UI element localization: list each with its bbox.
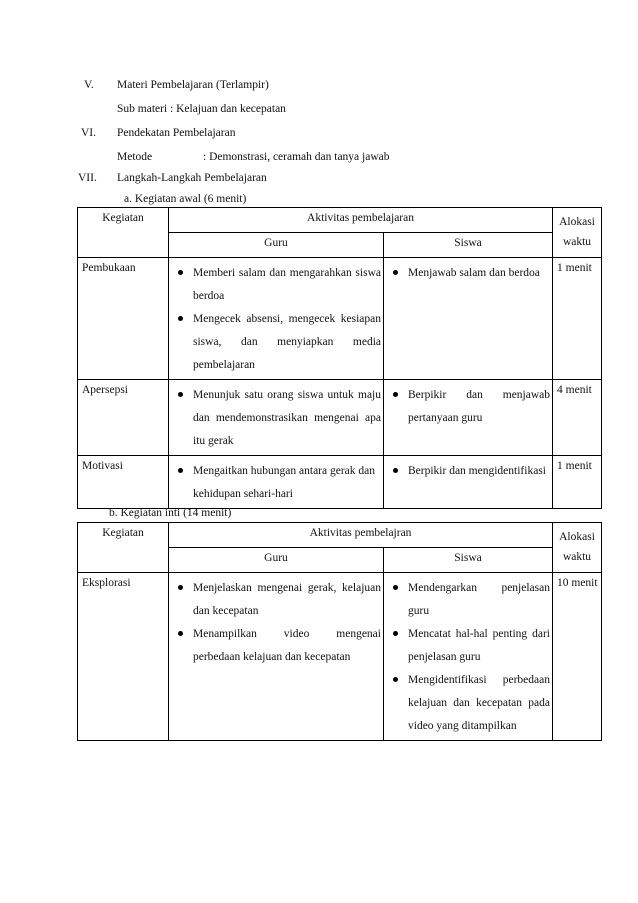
guru-cell: [169, 456, 384, 509]
list-item: Mengecek absensi, mengecek kesiapan siswa, dan menyiapkan media pembelajaran: [169, 308, 381, 377]
list-item: Memberi salam dan mengarahkan siswa berdoa: [169, 262, 381, 308]
siswa-cell: [384, 456, 553, 509]
header-kegiatan: Kegiatan: [78, 208, 169, 258]
method-label: Metode: [117, 151, 153, 163]
list-item: Berpikir dan mengidentifikasi: [384, 460, 550, 483]
kegiatan-cell: Pembukaan: [78, 258, 169, 380]
header-guru: Guru: [169, 233, 384, 258]
table-row: [78, 258, 602, 380]
siswa-cell: [384, 573, 553, 741]
header-siswa: Siswa: [384, 548, 553, 573]
list-item: Menjawab salam dan berdoa: [384, 262, 550, 285]
kegiatan-cell: Apersepsi: [78, 380, 169, 456]
header-aktivitas: Aktivitas pembelajran: [169, 523, 553, 548]
siswa-cell: [384, 258, 553, 380]
header-alokasi-line1: Alokasi: [559, 216, 595, 228]
method-value: : Demonstrasi, ceramah dan tanya jawab: [203, 151, 390, 163]
section-number: V.: [84, 79, 94, 91]
header-alokasi: [553, 523, 602, 573]
guru-cell: [169, 573, 384, 741]
header-guru: Guru: [169, 548, 384, 573]
list-item: Menjelaskan mengenai gerak, kelajuan dan kecepatan: [169, 577, 381, 623]
section-number: VII.: [78, 172, 97, 184]
section-title: Langkah-Langkah Pembelajaran: [117, 172, 267, 184]
kegiatan-cell: Eksplorasi: [78, 573, 169, 741]
header-alokasi-line1: Alokasi: [559, 531, 595, 543]
waktu-cell: 1 menit: [553, 456, 602, 509]
header-aktivitas: Aktivitas pembelajaran: [169, 208, 553, 233]
guru-cell: [169, 258, 384, 380]
list-item: Mendengarkan penjelasan guru: [384, 577, 550, 623]
table-row: [78, 573, 602, 741]
list-item: Menampilkan video mengenai perbedaan kelajuan dan kecepatan: [169, 623, 381, 669]
header-kegiatan: Kegiatan: [78, 523, 169, 573]
kegiatan-cell: Motivasi: [78, 456, 169, 509]
section-title: Materi Pembelajaran (Terlampir): [117, 79, 269, 91]
waktu-cell: 1 menit: [553, 258, 602, 380]
list-item: Berpikir dan menjawab pertanyaan guru: [384, 384, 550, 430]
section-subtitle: Sub materi : Kelajuan dan kecepatan: [117, 103, 286, 115]
section-title: Pendekatan Pembelajaran: [117, 127, 236, 139]
header-alokasi: [553, 208, 602, 258]
table-row: [78, 456, 602, 509]
header-alokasi-line2: waktu: [562, 236, 592, 248]
activity-table-inti: [77, 522, 602, 741]
header-siswa: Siswa: [384, 233, 553, 258]
section-number: VI.: [81, 127, 97, 139]
guru-cell: [169, 380, 384, 456]
subsection-title: b. Kegiatan inti (14 menit): [109, 507, 232, 519]
waktu-cell: 10 menit: [553, 573, 602, 741]
list-item: Mengidentifikasi perbedaan kelajuan dan kecepatan pada video yang ditampilkan: [384, 669, 550, 738]
table-row: [78, 380, 602, 456]
list-item: Mengaitkan hubungan antara gerak dan kehidupan sehari-hari: [169, 460, 381, 506]
waktu-cell: 4 menit: [553, 380, 602, 456]
header-alokasi-line2: waktu: [562, 551, 592, 563]
siswa-cell: [384, 380, 553, 456]
list-item: Mencatat hal-hal penting dari penjelasan guru: [384, 623, 550, 669]
activity-table-awal: [77, 207, 602, 509]
list-item: Menunjuk satu orang siswa untuk maju dan mendemonstrasikan mengenai apa itu gerak: [169, 384, 381, 453]
subsection-title: a. Kegiatan awal (6 menit): [124, 193, 247, 205]
